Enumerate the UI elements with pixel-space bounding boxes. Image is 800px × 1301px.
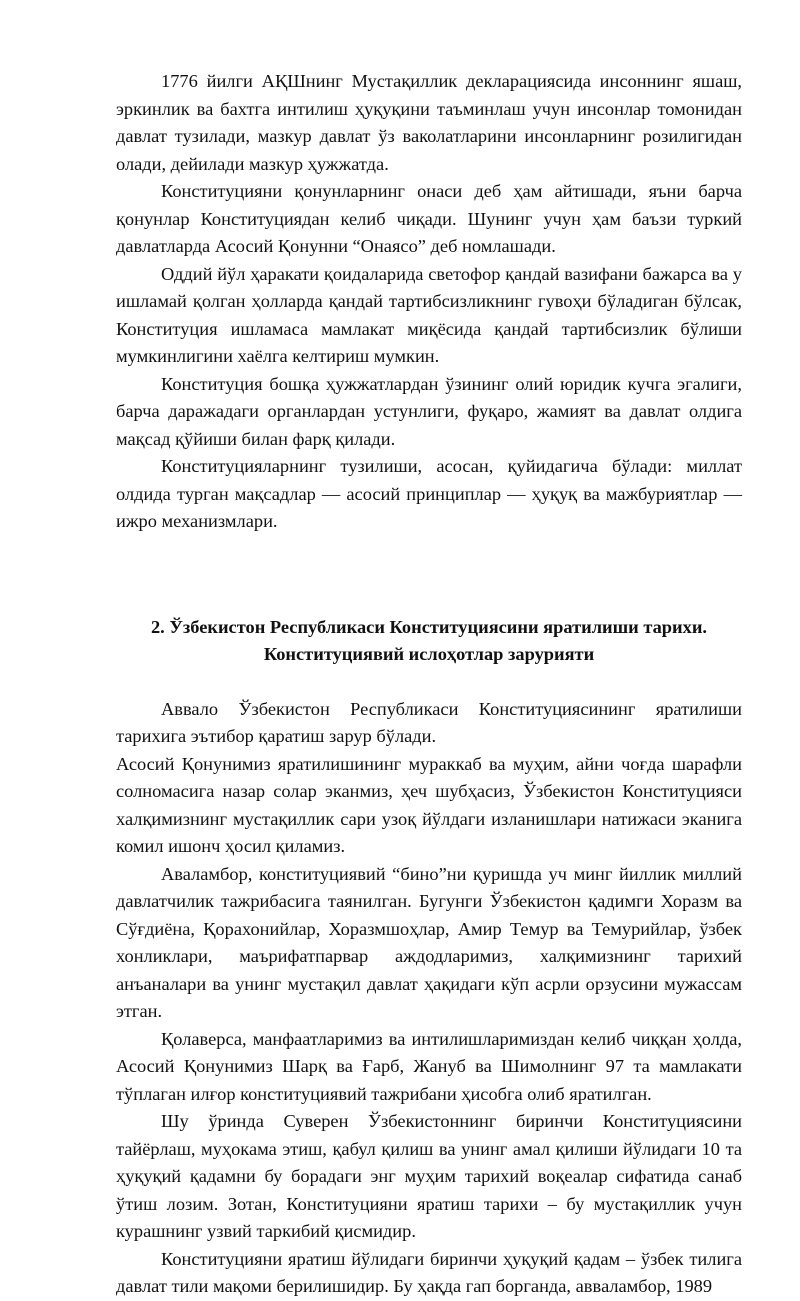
paragraph-ten-steps: Шу ўринда Суверен Ўзбекистоннинг биринчи Конституциясини тайёрлаш, муҳокама этиш, қабул қилиш ва унинг амал қилиши йўлидаги 10 та ҳуқуқий қадамни бу борадаги энг муҳим тарихий воқеалар сифатида санаб ўтиш лозим. Зотан, Конституцияни яратиш тарихи – бу мустақиллик учун курашнинг узвий таркибий қисмидир.	[116, 1111, 742, 1241]
section-heading-line2: Конституциявий ислоҳотлар зарурияти	[263, 644, 595, 664]
paragraph-history-intro: Аввало Ўзбекистон Республикаси Конституциясининг яратилиши тарихига эътибор қаратиш зарур бўлади.	[116, 698, 742, 746]
paragraph-mother-of-laws: Конституцияни қонунларнинг онаси деб ҳам айтишади, яъни барча қонунлар Конституциядан келиб чиқади. Шунинг учун ҳам баъзи туркий давлатларда Асосий Қонунни “Онаясо” деб номлашади.	[116, 181, 742, 256]
document-page	[116, 68, 742, 1301]
section-heading-line1: 2. Ўзбекистон Республикаси Конституциясини яратилиши тарихи.	[150, 616, 708, 637]
paragraph-traffic-light: Оддий йўл ҳаракати қоидаларида светофор қандай вазифани бажарса ва у ишламай қолган ҳолларда қандай тартибсизликнинг гувоҳи бўладиган бўлсак, Конституция ишламаса мамлакат миқёсида қандай тартибсизлик бўлиши мумкинлигини хаёлга келтириш мумкин.	[116, 263, 742, 366]
heading-gap	[116, 669, 742, 696]
paragraph-experience: Қолаверса, манфаатларимиз ва интилишларимиздан келиб чиққан ҳолда, Асосий Қонунимиз Шарқ ва Ғарб, Жануб ва Шимолнинг 97 та мамлакати тўплаган илғор конституциявий тажрибани ҳисобга олиб яратилган.	[116, 1028, 742, 1104]
paragraph-structure: Конституцияларнинг тузилиши, асосан, қуйидагича бўлади: миллат олдида турган мақсадлар — асосий принциплар — ҳуқуқ ва мажбуриятлар — ижро механизмлари.	[116, 456, 742, 531]
paragraph-statehood: Аваламбор, конституциявий “бино”ни қуришда уч минг йиллик миллий давлатчилик тажрибасига таянилган. Бугунги Ўзбекистон қадимги Хоразм ва Сўғдиёна, Қорахонийлар, Хоразмшоҳлар, Амир Темур ва Темурийлар, ўзбек хонликлари, маърифатпарвар аждодларимиз, халқимизнинг тарихий анъаналари ва унинг мустақил давлат ҳақидаги кўп асрли орзусини мужассам этган.	[116, 863, 742, 1021]
section-gap	[116, 536, 742, 614]
section-heading	[116, 614, 742, 669]
paragraph-state-language: Конституцияни яратиш йўлидаги биринчи ҳуқуқий қадам – ўзбек тилига давлат тили мақоми берилишидир. Бу ҳақда гап борганда, аввaламбор, 1989	[116, 1248, 742, 1296]
paragraph-declaration: 1776 йилги АҚШнинг Мустақиллик декларациясида инсоннинг яшаш, эркинлик ва бахтга интилиш ҳуқуқини таъминлаш учун инсонлар томонидан давлат тузилади, мазкур давлат ўз ваколатларини инсонларнинг розилигидан олади, дейилади мазкур ҳужжатда.	[116, 71, 742, 174]
paragraph-chronicle: Асосий Қонунимиз яратилишининг мураккаб ва муҳим, айни чоғда шарафли солномасига назар солар эканмиз, ҳеч шубҳасиз, Ўзбекистон Конституцияси халқимизнинг мустақиллик сари узоқ йўлдаги изланишлари натижаси эканига комил ишонч ҳосил қиламиз.	[116, 753, 742, 856]
paragraph-supremacy: Конституция бошқа ҳужжатлардан ўзининг олий юридик кучга эгалиги, барча даражадаги органлардан устунлиги, фуқаро, жамият ва давлат олдига мақсад қўйиши билан фарқ қилади.	[116, 373, 742, 449]
